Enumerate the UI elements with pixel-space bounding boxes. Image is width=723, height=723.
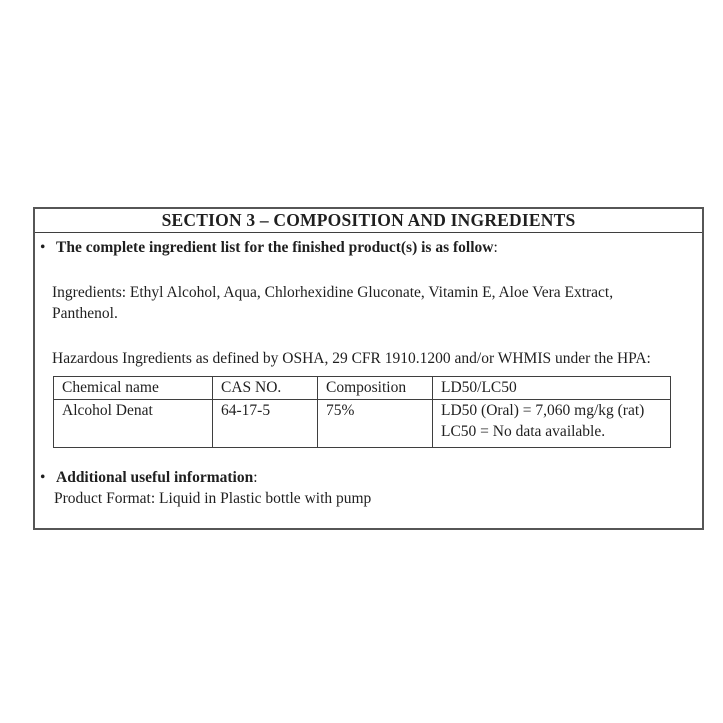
cell-cas-no: 64-17-5 — [213, 400, 318, 448]
header-cas-no: CAS NO. — [213, 377, 318, 400]
ingredients-line-1: Ingredients: Ethyl Alcohol, Aqua, Chlorhexidine Gluconate, Vitamin E, Aloe Vera Extract, — [52, 284, 614, 301]
ingredients-line-2: Panthenol. — [52, 305, 118, 322]
cell-composition: 75% — [318, 400, 433, 448]
header-ld50-lc50: LD50/LC50 — [433, 377, 671, 400]
sds-section3-panel — [33, 207, 704, 530]
additional-info-colon: : — [253, 469, 258, 486]
section-content — [35, 233, 702, 509]
bullet-icon: • — [40, 469, 46, 486]
ingredients-paragraph — [52, 282, 688, 324]
table-row — [54, 400, 671, 448]
section-title: SECTION 3 – COMPOSITION AND INGREDIENTS — [35, 209, 702, 233]
header-composition: Composition — [318, 377, 433, 400]
hazardous-ingredients-table — [53, 376, 671, 448]
cell-ld50-lc50 — [433, 400, 671, 448]
hazardous-ingredients-intro: Hazardous Ingredients as defined by OSHA, 29 CFR 1910.1200 and/or WHMIS under the HPA: — [52, 350, 651, 367]
header-chemical-name: Chemical name — [54, 377, 213, 400]
additional-info-label: Additional useful information — [56, 469, 254, 486]
complete-ingredient-list-label: The complete ingredient list for the finished product(s) is as follow — [56, 239, 494, 256]
table-header-row — [54, 377, 671, 400]
ld50-value: LD50 (Oral) = 7,060 mg/kg (rat) — [441, 402, 645, 419]
product-format-line: Product Format: Liquid in Plastic bottle with pump — [54, 490, 372, 507]
cell-chemical-name: Alcohol Denat — [54, 400, 213, 448]
bullet-icon: • — [40, 239, 46, 256]
bullet-additional-info — [40, 467, 688, 488]
bullet-complete-ingredient-list — [40, 237, 688, 258]
lc50-value: LC50 = No data available. — [441, 423, 606, 440]
complete-ingredient-list-colon: : — [493, 239, 498, 256]
